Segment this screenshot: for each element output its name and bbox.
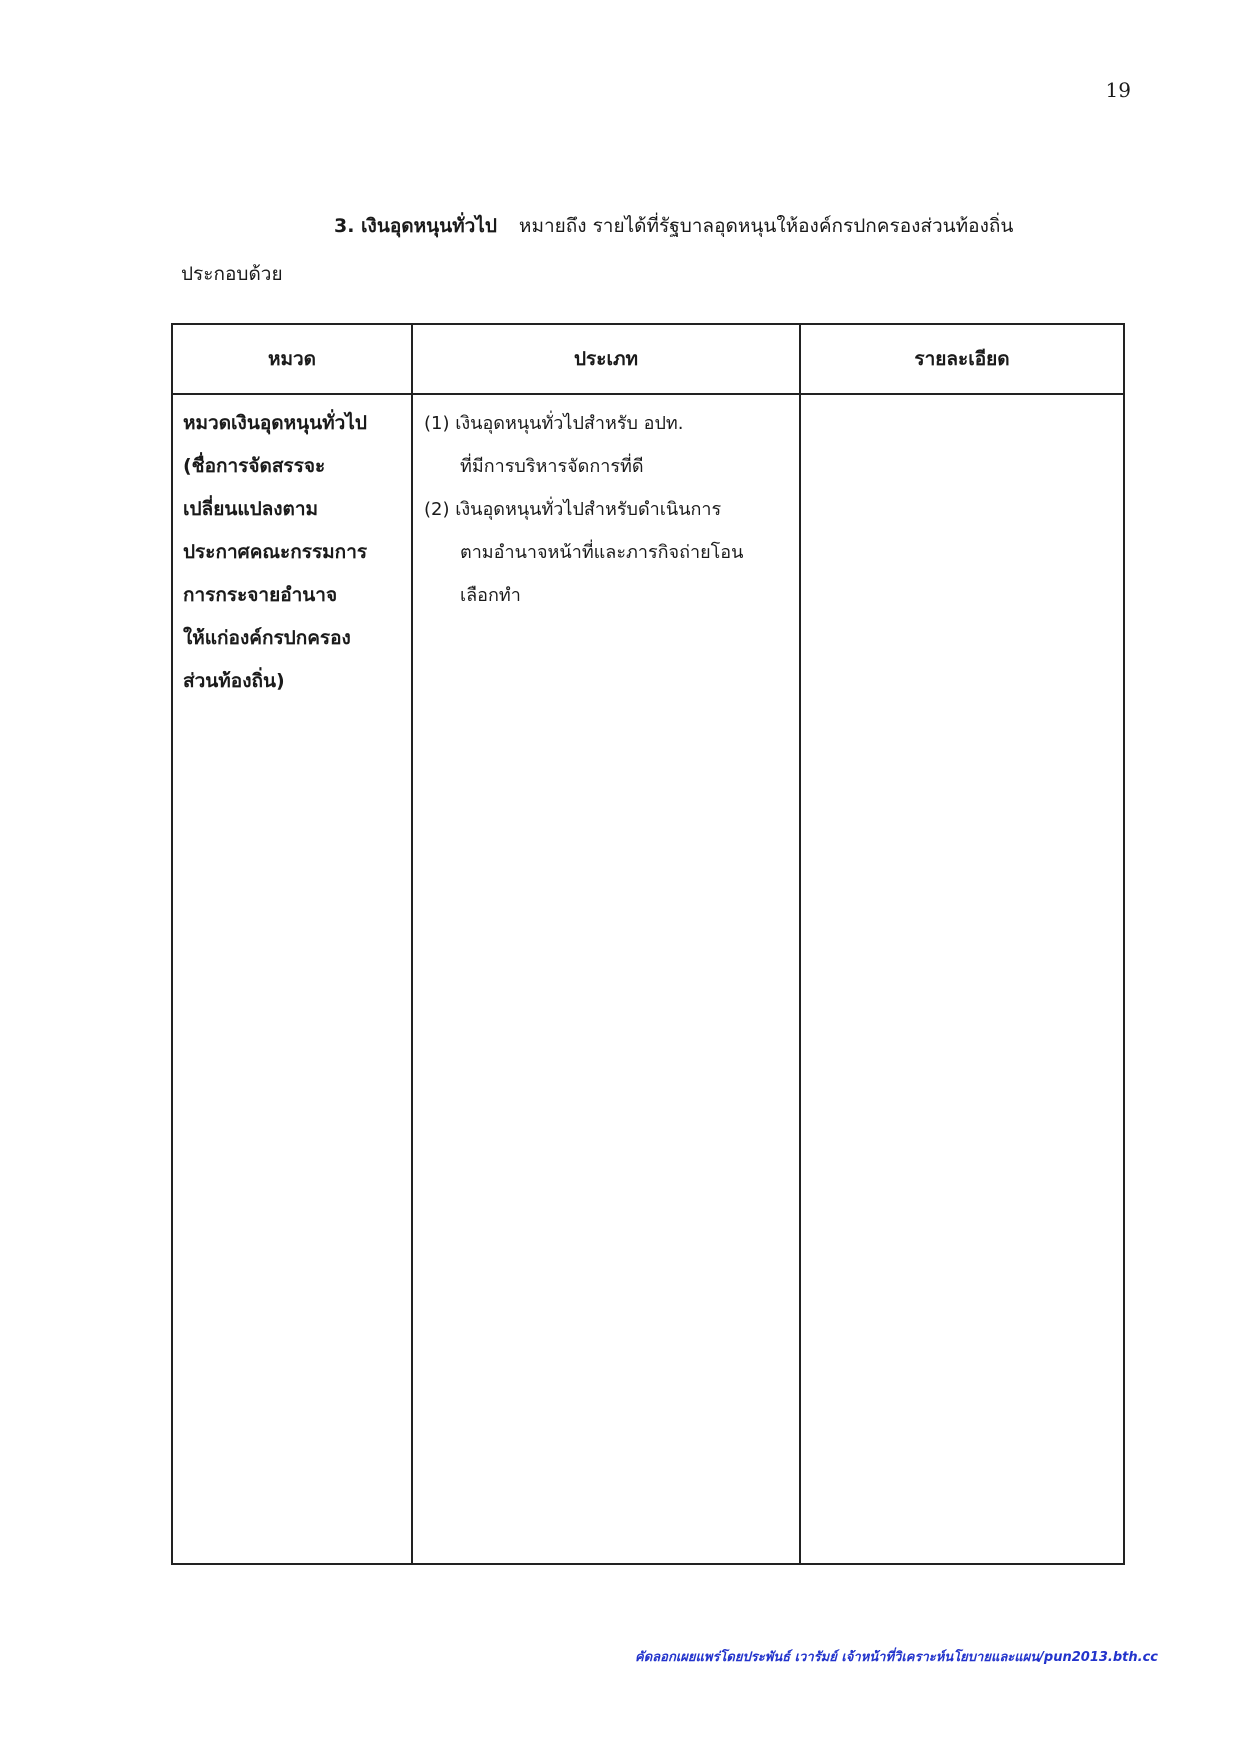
grant-table — [171, 323, 1125, 1565]
header-detail: รายละเอียด — [800, 324, 1124, 394]
category-line: ส่วนท้องถิ่น) — [183, 670, 285, 692]
header-category: หมวด — [172, 324, 412, 394]
page-number: 19 — [1105, 78, 1131, 102]
type-item-text: (2) เงินอุดหนุนทั่วไปสำหรับดำเนินการ — [424, 499, 722, 520]
detail-cell — [800, 394, 1124, 1564]
category-line: เปลี่ยนแปลงตาม — [183, 498, 319, 520]
intro-text-line1: หมายถึง รายได้ที่รัฐบาลอุดหนุนให้องค์กรปกครองส่วนท้องถิ่น — [518, 215, 1014, 237]
type-cell — [412, 394, 800, 1564]
table-header-row — [172, 324, 1124, 394]
category-line: (ชื่อการจัดสรรจะ — [183, 455, 326, 477]
category-line: การกระจายอำนาจ — [183, 584, 338, 606]
type-item-continuation: ตามอำนาจหน้าที่และภารกิจถ่ายโอน — [460, 542, 744, 563]
type-item — [424, 402, 794, 488]
header-type: ประเภท — [412, 324, 800, 394]
footer-credit: คัดลอกเผยแพร่โดยประพันธ์ เวารัมย์ เจ้าหน้าที่วิเคราะห์นโยบายและแผน/pun2013.bth.cc — [635, 1650, 1158, 1665]
category-line: หมวดเงินอุดหนุนทั่วไป — [183, 412, 367, 434]
type-item-continuation: ที่มีการบริหารจัดการที่ดี — [460, 456, 644, 477]
type-item-continuation: เลือกทำ — [460, 585, 521, 606]
section-heading: 3. เงินอุดหนุนทั่วไป — [334, 215, 497, 237]
category-line: ให้แก่องค์กรปกครอง — [183, 627, 351, 649]
category-line: ประกาศคณะกรรมการ — [183, 541, 368, 563]
category-cell — [172, 394, 412, 1564]
type-item — [424, 488, 794, 617]
intro-text-line2: ประกอบด้วย — [181, 263, 283, 285]
intro-paragraph — [181, 202, 1131, 298]
table-row — [172, 394, 1124, 1564]
type-item-text: (1) เงินอุดหนุนทั่วไปสำหรับ อปท. — [424, 413, 684, 434]
